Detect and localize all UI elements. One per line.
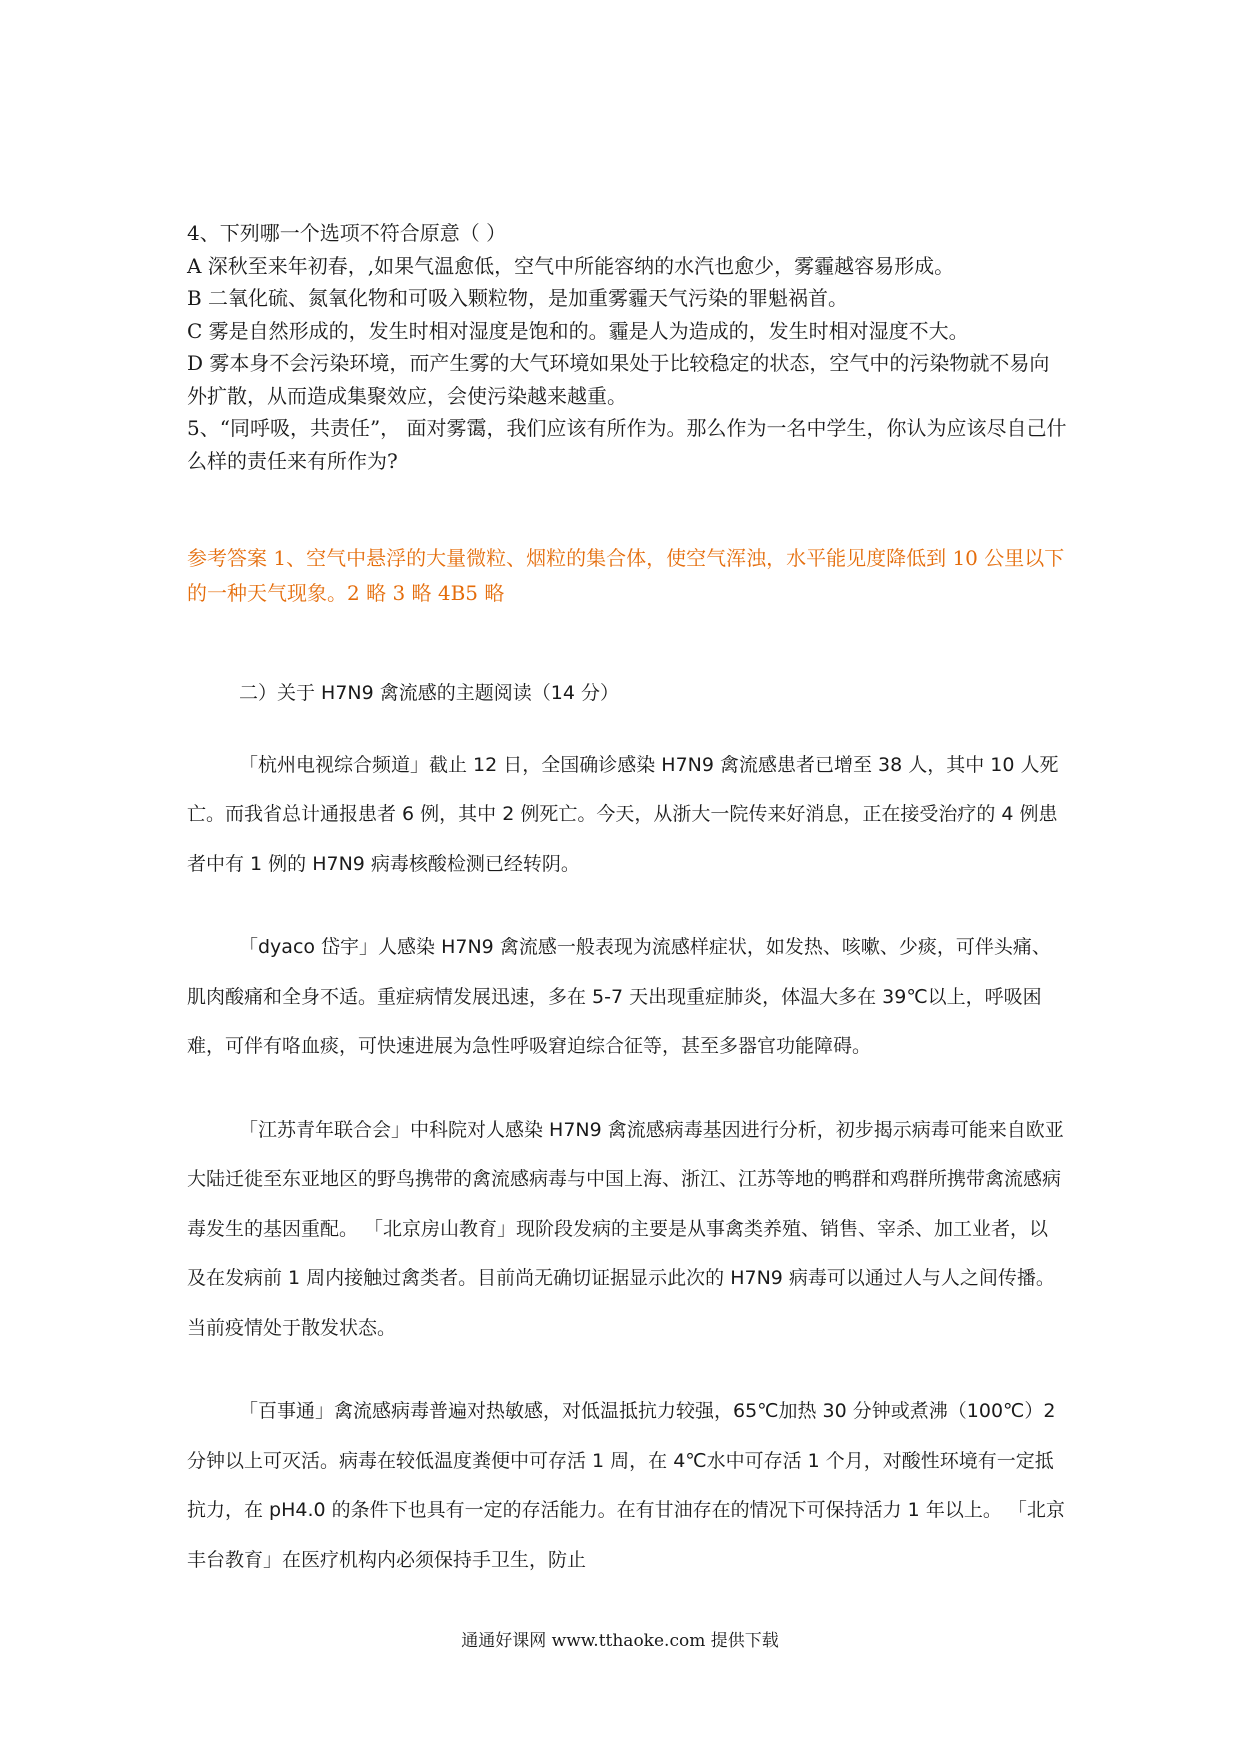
question-4-option-d: D 雾本身不会污染环境，而产生雾的大气环境如果处于比较稳定的状态，空气中的污染物就不易向外扩散，从而造成集聚效应，会使污染越来越重。 — [187, 351, 1050, 408]
question-4-option-c: C 雾是自然形成的，发生时相对湿度是饱和的。霾是人为造成的，发生时相对湿度不大。 — [187, 318, 969, 343]
question-4-option-a: A 深秋至来年初春，,如果气温愈低，空气中所能容纳的水汽也愈少，雾霾越容易形成。 — [187, 253, 955, 278]
reading-paragraph: 「江苏青年联合会」中科院对人感染 H7N9 禽流感病毒基因进行分析，初步揭示病毒可能来自欧亚大陆迁徙至东亚地区的野鸟携带的禽流感病毒与中国上海、浙江、江苏等地的鸭群和鸡群所携带禽流感病毒发生的基因重配。 「北京房山教育」现阶段发病的主要是从事禽类养殖、销售、宰杀、加工业者，以及在发病前 1 周内接触过禽类者。目前尚无确切证据显示此次的 H7N9 病毒可以通过人与人之间传播。当前疫情处于散发状态。 — [187, 1118, 1064, 1339]
section-title: 二）关于 H7N9 禽流感的主题阅读（14 分） — [239, 682, 619, 704]
reading-paragraph: 「dyaco 岱宇」人感染 H7N9 禽流感一般表现为流感样症状，如发热、咳嗽、少痰，可伴头痛、肌肉酸痛和全身不适。重症病情发展迅速，多在 5-7 天出现重症肺炎，体温大多在 39℃以上，呼吸困难，可伴有咯血痰，可快速进展为急性呼吸窘迫综合征等，甚至多器官功能障碍。 — [187, 936, 1051, 1057]
question-5-stem: 5、“同呼吸，共责任”， 面对雾霭，我们应该有所作为。那么作为一名中学生，你认为应该尽自己什么样的责任来有所作为? — [187, 416, 1067, 473]
question-4-stem: 4、下列哪一个选项不符合原意（ ） — [187, 221, 507, 245]
page-footer — [0, 1626, 1240, 1651]
reading-paragraph: 「百事通」禽流感病毒普遍对热敏感，对低温抵抗力较强，65℃加热 30 分钟或煮沸（100℃）2 分钟以上可灭活。病毒在较低温度粪便中可存活 1 周，在 4℃水中可存活 1 个月，对酸性环境有一定抵抗力，在 pH4.0 的条件下也具有一定的存活能力。在有甘油存在的情况下可保持活力 1 年以上。 「北京丰台教育」在医疗机构内必须保持手卫生，防止 — [187, 1400, 1065, 1571]
question-4-option-b: B 二氧化硫、氮氧化物和可吸入颗粒物，是加重雾霾天气污染的罪魁祸首。 — [187, 286, 849, 310]
footer-text: 通通好课网 www.tthaoke.com 提供下载 — [461, 1631, 779, 1651]
reference-answer-text: 参考答案 1、空气中悬浮的大量微粒、烟粒的集合体，使空气浑浊，水平能见度降低到 10 公里以下的一种天气现象。2 略 3 略 4B5 略 — [187, 546, 1065, 605]
question-block — [187, 217, 1067, 477]
reading-section — [187, 669, 1067, 1619]
reading-paragraph: 「杭州电视综合频道」截止 12 日，全国确诊感染 H7N9 禽流感患者已增至 38 人，其中 10 人死亡。而我省总计通报患者 6 例，其中 2 例死亡。今天，从浙大一院传来好消息，正在接受治疗的 4 例患者中有 1 例的 H7N9 病毒核酸检测已经转阴。 — [187, 753, 1059, 875]
reference-answer — [187, 541, 1067, 611]
